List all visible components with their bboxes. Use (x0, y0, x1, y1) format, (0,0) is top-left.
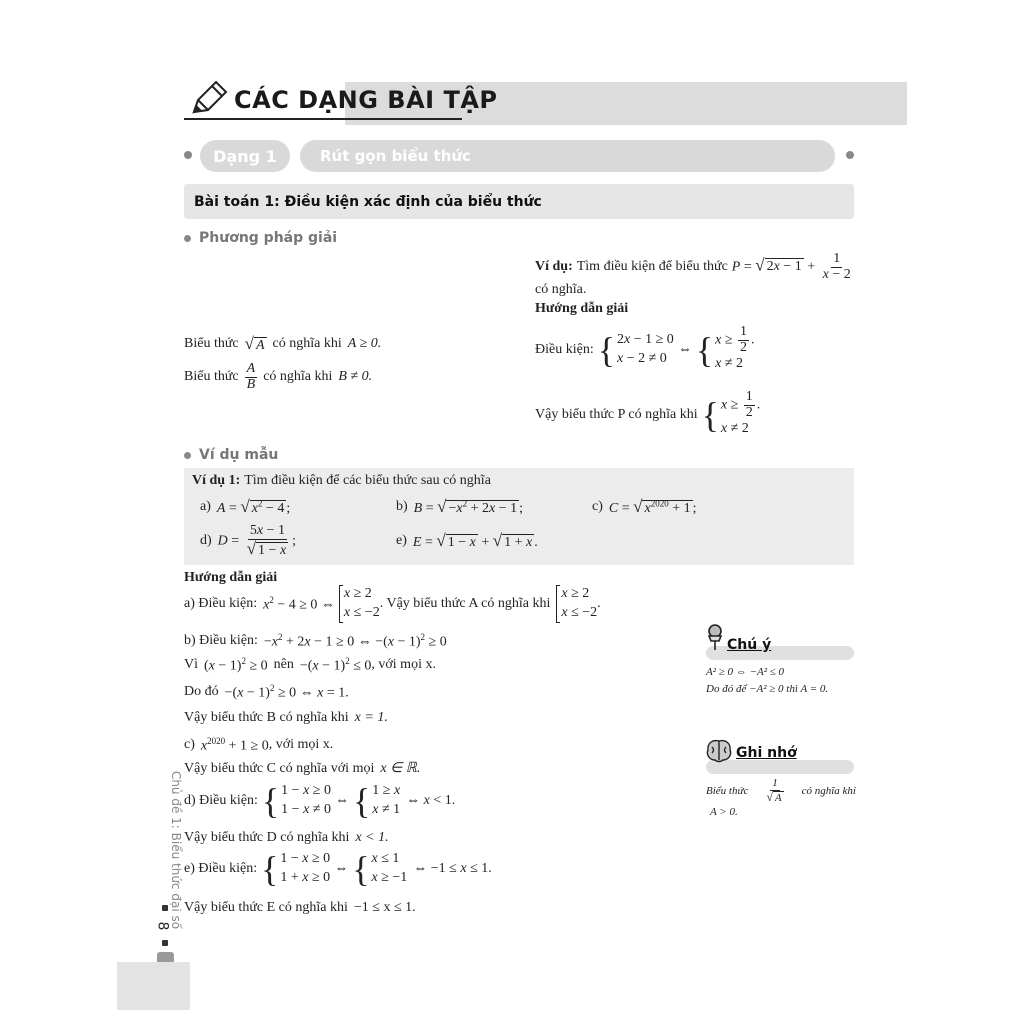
solution-d-result: { 1 ≥ x x ≠ 1 (352, 780, 401, 821)
solution-e-result: { x ≤ 1 x ≥ −1 (352, 848, 408, 889)
right-dot (846, 151, 854, 159)
method-heading (184, 230, 337, 246)
example-intro-formula: P = √ 2x − 1 + $\frac{1}{x - 2}$ (731, 251, 851, 282)
solution-b-4-text: Vậy biểu thức B có nghĩa khi (184, 710, 349, 725)
sample-c-label: c) (592, 499, 603, 514)
solution-e-conclusion-text: Vậy biểu thức E có nghĩa khi (184, 900, 348, 915)
remember-cond: A > 0. (710, 806, 738, 818)
solution-d-system: { 1 − x ≥ 0 1 − x ≠ 0 (261, 780, 331, 821)
solution-d-conclusion-cond: x < 1. (355, 830, 389, 845)
rule-1-expr: √ A (244, 334, 265, 353)
rule-2-suffix: có nghĩa khi (263, 369, 333, 385)
rule-2-frac: $\frac{A}{B}$ (246, 361, 256, 392)
dang-badge (200, 140, 290, 172)
solution-b-2: Vì $(x - 1)^2 \ge 0$ nên $-(x - 1)^2 \le 0$ , với mọi x. (184, 656, 436, 674)
side-dot-1 (162, 905, 168, 911)
sample-c: c) C = √ $x^{2020} + 1$ ; (592, 497, 697, 516)
remember-frac: $\frac{1}{√ A}$ (766, 777, 782, 804)
dang-title: Rút gọn biểu thức (320, 147, 471, 165)
example-cond-result: { x ≥ $\frac{1}{2}$ . x ≠ 2 (695, 324, 755, 372)
solution-d-label: d) Điều kiện: (184, 792, 258, 808)
side-dot-2 (162, 940, 168, 946)
sample-d: d) D = $\frac{5x - 1}{√ 1 - x}$ ; (200, 523, 297, 558)
pencil-icon (186, 78, 230, 120)
rule-2 (184, 362, 372, 392)
sample-intro-text: Tìm điều kiện để các biểu thức sau có nghĩa (244, 473, 491, 488)
solution-e-system: { 1 − x ≥ 0 1 + x ≥ 0 (261, 848, 331, 889)
solution-e-label: e) Điều kiện: (184, 860, 258, 876)
dang-badge-label: Dạng 1 (213, 146, 277, 166)
solution-b-3: Do đó $-(x - 1)^2 \ge 0$ ⇔ x = 1. (184, 683, 349, 701)
solution-d-conclusion (184, 830, 389, 846)
solution-b-2-mid: nên (273, 657, 294, 673)
pushpin-icon (702, 622, 728, 652)
example-intro-cont: có nghĩa. (535, 282, 587, 297)
solution-b-4 (184, 710, 388, 726)
dang-title-bar (300, 140, 835, 172)
side-chapter-text: Chủ đề 1: Biểu thức đại số (169, 770, 183, 930)
solution-a: a) Điều kiện: $x^2 - 4 \ge 0$ ⇔ x ≥ 2 x ≤ −2 . Vậy biểu thức A có nghĩa khi x ≥ 2 x ≤ −2 . (184, 585, 601, 623)
problem-title-box (184, 184, 854, 219)
example-cond-system: { 2x − 1 ≥ 0 x − 2 ≠ 0 (597, 329, 674, 370)
sample-a: a) A = √ $x^2 - 4$ ; (200, 497, 291, 516)
example-guide-heading-text: Hướng dẫn giải (535, 301, 629, 316)
example-conclusion-text: Vậy biểu thức P có nghĩa khi (535, 406, 698, 422)
rule-2-prefix: Biểu thức (184, 369, 239, 385)
sample-bullet (184, 452, 191, 459)
solution-d: d) Điều kiện: { 1 − x ≥ 0 1 − x ≠ 0 ⇔ { 1 ≥ x x ≠ 1 ⇔ x < 1. (184, 780, 456, 821)
remember-text-pre: Biểu thức (706, 785, 749, 798)
sample-heading (184, 447, 278, 463)
rule-2-cond: B ≠ 0. (338, 369, 373, 385)
solution-heading-text: Hướng dẫn giải (184, 570, 278, 585)
side-chapter-label (166, 758, 186, 948)
solution-b-4-cond: x = 1. (354, 710, 388, 725)
solution-e-conclusion (184, 900, 416, 916)
example-intro (535, 252, 855, 282)
solution-b-3-pre: Do đó (184, 684, 219, 700)
solution-e-conclusion-cond: −1 ≤ x ≤ 1. (353, 900, 416, 915)
solution-b-2-pre: Vì (184, 657, 198, 673)
side-bottom-block (117, 962, 190, 1010)
solution-c-1-post: , với mọi x. (268, 737, 334, 753)
solution-e: e) Điều kiện: { 1 − x ≥ 0 1 + x ≥ 0 ⇔ { x ≤ 1 x ≥ −1 ⇔ −1 ≤ x ≤ 1. (184, 848, 492, 889)
solution-b-label: b) Điều kiện: (184, 633, 258, 649)
rule-1-prefix: Biểu thức (184, 336, 239, 351)
rule-1-cond: A ≥ 0. (347, 336, 382, 351)
example-guide-heading (535, 301, 628, 317)
solution-c-1-pre: c) (184, 737, 195, 753)
solution-b-1: b) Điều kiện: $-x^2 + 2x - 1 \ge 0$ ⇔ $-(x - 1)^2 \ge 0$ (184, 632, 447, 650)
sample-e-label: e) (396, 533, 407, 548)
example-condition: Điều kiện: { 2x − 1 ≥ 0 x − 2 ≠ 0 ⇔ { x ≥ $\frac{1}{2}$ . x ≠ 2 (535, 325, 755, 374)
example-conclusion-system: { x ≥ $\frac{1}{2}$ . x ≠ 2 (701, 389, 761, 437)
header-underline (184, 118, 462, 120)
method-heading-text: Phương pháp giải (199, 230, 338, 246)
solution-a-bracket-2: x ≥ 2 x ≤ −2 (556, 585, 597, 623)
note-title: Chú ý (727, 637, 772, 653)
example-cond-label: Điều kiện: (535, 341, 594, 357)
remember-title: Ghi nhớ (736, 745, 797, 761)
method-bullet (184, 235, 191, 242)
sample-intro-bold: Ví dụ 1: (192, 473, 241, 488)
remember-text-post: có nghĩa khi (801, 785, 856, 798)
solution-d-conclusion-text: Vậy biểu thức D có nghĩa khi (184, 830, 350, 845)
rule-1 (184, 334, 381, 354)
note-line-2: Do đó để −A² ≥ 0 thì A = 0. (706, 683, 829, 695)
sample-intro (192, 473, 491, 489)
solution-c-2 (184, 760, 420, 777)
page-section-title: CÁC DẠNG BÀI TẬP (234, 86, 498, 114)
solution-c-2-cond: x ∈ ℝ. (380, 761, 421, 776)
solution-a-conclusion: . Vậy biểu thức A có nghĩa khi (379, 595, 551, 611)
sample-b-label: b) (396, 499, 408, 514)
sample-d-label: d) (200, 533, 212, 549)
solution-c-2-text: Vậy biểu thức C có nghĩa với mọi (184, 760, 375, 776)
remember-text (706, 778, 856, 804)
sample-a-label: a) (200, 499, 211, 514)
left-dot (184, 151, 192, 159)
brain-icon (704, 738, 734, 764)
note-line-1: A² ≥ 0 ⇔ −A² ≤ 0 (706, 666, 785, 678)
sample-e: e) E = √ 1 − x + √ 1 + x . (396, 531, 538, 550)
example-intro-bold: Ví dụ: (535, 259, 573, 275)
rule-1-suffix: có nghĩa khi (272, 336, 342, 351)
solution-b-2-post: , với mọi x. (371, 657, 436, 673)
side-page-number: 8 (154, 921, 171, 931)
sample-heading-text: Ví dụ mẫu (199, 447, 279, 463)
problem-title: Bài toán 1: Điều kiện xác định của biểu thức (194, 193, 542, 210)
example-conclusion (535, 390, 760, 439)
sample-b: b) B = √ $-x^2 + 2x - 1$ ; (396, 497, 524, 516)
solution-a-bracket: x ≥ 2 x ≤ −2 (339, 585, 380, 623)
solution-c-1: c) $x^{2020} + 1 \ge 0$ , với mọi x. (184, 736, 334, 754)
solution-heading (184, 570, 277, 586)
example-intro-text: Tìm điều kiện để biểu thức (576, 259, 728, 275)
solution-a-label: a) Điều kiện: (184, 595, 258, 611)
